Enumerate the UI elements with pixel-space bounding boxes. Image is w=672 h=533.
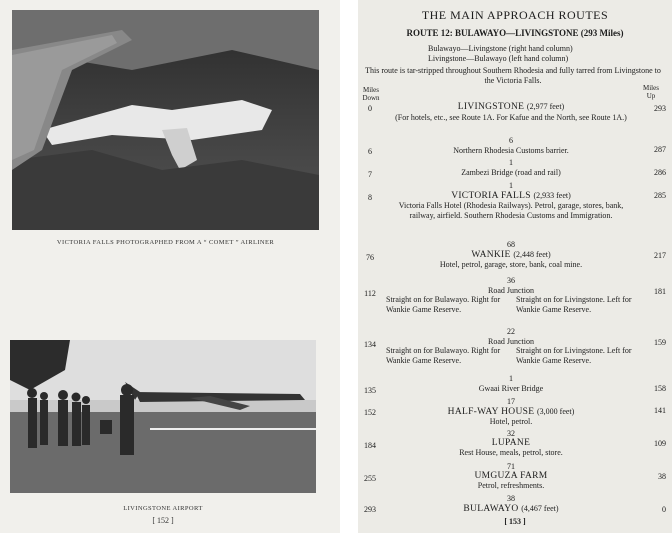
route-title: ROUTE 12: BULAWAYO—LIVINGSTONE (293 Miles) bbox=[406, 28, 624, 38]
miles-up: 159 bbox=[654, 338, 666, 347]
section-miles: 36 bbox=[507, 276, 515, 285]
stop-name: LIVINGSTONE (2,977 feet) bbox=[457, 102, 565, 112]
route-entry-bulawayo bbox=[386, 494, 636, 514]
section-miles: 32 bbox=[507, 429, 515, 438]
miles-up: 217 bbox=[654, 251, 666, 260]
livingstone-airport-photo bbox=[10, 340, 316, 493]
stop-detail: Hotel, petrol. bbox=[489, 417, 533, 426]
section-miles: 6 bbox=[509, 136, 513, 145]
direction-right-column: Bulawayo—Livingstone (right hand column) bbox=[428, 44, 573, 53]
route-entry-lupane bbox=[386, 429, 636, 458]
route-entry-wankie bbox=[386, 240, 636, 270]
stop-name: HALF-WAY HOUSE (3,000 feet) bbox=[447, 406, 575, 417]
stop-name: Road Junction bbox=[488, 336, 534, 346]
stop-name: UMGUZA FARM bbox=[474, 470, 548, 481]
route-entry-gwaai-river-bridge bbox=[386, 374, 636, 393]
miles-down: 293 bbox=[364, 505, 376, 514]
route-entry-zambezi-bridge bbox=[386, 158, 636, 177]
stop-name: Northern Rhodesia Customs barrier. bbox=[453, 145, 569, 155]
miles-up: 293 bbox=[654, 104, 666, 113]
stop-detail: Hotel, petrol, garage, store, bank, coal mine. bbox=[439, 260, 583, 269]
section-miles: 17 bbox=[507, 397, 515, 406]
miles-up: 38 bbox=[658, 472, 666, 481]
stop-detail: Victoria Falls Hotel (Rhodesia Railways). Petrol, garage, stores, bank, railway, airfield. Southern Rhodesia Customs and Immigration. bbox=[398, 201, 624, 220]
column-header-miles-up: Miles Up bbox=[643, 84, 659, 100]
stop-detail: Rest House, meals, petrol, store. bbox=[459, 448, 563, 457]
route-entry-livingstone bbox=[386, 102, 636, 122]
miles-down: 112 bbox=[364, 289, 376, 298]
junction-left-direction: Straight on for Bulawayo. Right for Wankie Game Reserve. bbox=[386, 346, 501, 365]
junction-directions bbox=[386, 346, 636, 365]
victoria-falls-aerial-photo bbox=[12, 10, 319, 230]
stop-name: Road Junction bbox=[488, 285, 534, 295]
column-header-miles-down: Miles Down bbox=[362, 86, 380, 102]
stop-detail: Petrol, refreshments. bbox=[477, 481, 545, 490]
section-miles: 1 bbox=[509, 158, 513, 167]
section-miles: 22 bbox=[507, 327, 515, 336]
direction-left-column: Livingstone—Bulawayo (left hand column) bbox=[428, 54, 569, 63]
photo1-caption: VICTORIA FALLS PHOTOGRAPHED FROM A “ COMET ” AIRLINER bbox=[56, 239, 275, 246]
stop-name: Gwaai River Bridge bbox=[478, 383, 544, 393]
photo2-caption: LIVINGSTONE AIRPORT bbox=[123, 505, 203, 512]
section-miles: 38 bbox=[507, 494, 515, 503]
stop-name: LUPANE bbox=[491, 437, 531, 448]
page-gutter bbox=[340, 0, 358, 533]
stop-name: BULAWAYO (4,467 feet) bbox=[463, 503, 559, 514]
route-entry-road-junction-2 bbox=[386, 327, 636, 365]
miles-down: 184 bbox=[364, 441, 376, 450]
miles-up: 0 bbox=[662, 505, 666, 514]
junction-left-direction: Straight on for Bulawayo. Right for Wankie Game Reserve. bbox=[386, 295, 501, 314]
miles-down: 76 bbox=[366, 253, 374, 262]
route-entry-half-way-house bbox=[386, 397, 636, 427]
route-entry-victoria-falls bbox=[386, 181, 636, 220]
miles-up: 181 bbox=[654, 287, 666, 296]
route-entry-umguza-farm bbox=[386, 462, 636, 491]
miles-up: 141 bbox=[654, 406, 666, 415]
left-page-number: [ 152 ] bbox=[152, 516, 174, 525]
stop-name: WANKIE (2,448 feet) bbox=[471, 249, 551, 260]
miles-down: 6 bbox=[368, 147, 372, 156]
miles-up: 285 bbox=[654, 191, 666, 200]
miles-down: 134 bbox=[364, 340, 376, 349]
section-miles: 1 bbox=[509, 181, 513, 190]
section-miles: 68 bbox=[507, 240, 515, 249]
route-intro: This route is tar-stripped throughout Southern Rhodesia and fully tarred from Livingstone to the Victoria Falls. bbox=[365, 66, 661, 85]
miles-up: 287 bbox=[654, 145, 666, 154]
miles-down: 0 bbox=[368, 104, 372, 113]
section-miles: 71 bbox=[507, 462, 515, 471]
miles-down: 135 bbox=[364, 386, 376, 395]
page-title: THE MAIN APPROACH ROUTES bbox=[421, 8, 609, 22]
section-miles: 1 bbox=[509, 374, 513, 383]
route-entry-customs-barrier bbox=[386, 136, 636, 155]
right-page-number: [ 153 ] bbox=[504, 517, 526, 526]
miles-down: 152 bbox=[364, 408, 376, 417]
miles-up: 286 bbox=[654, 168, 666, 177]
miles-down: 8 bbox=[368, 193, 372, 202]
right-page bbox=[358, 0, 672, 533]
miles-down: 255 bbox=[364, 474, 376, 483]
junction-directions bbox=[386, 295, 636, 314]
junction-right-direction: Straight on for Livingstone. Left for Wankie Game Reserve. bbox=[516, 346, 632, 365]
route-entry-road-junction-1 bbox=[386, 276, 636, 314]
miles-up: 109 bbox=[654, 439, 666, 448]
miles-down: 7 bbox=[368, 170, 372, 179]
stop-detail: (For hotels, etc., see Route 1A. For Kafue and the North, see Route 1A.) bbox=[395, 112, 627, 122]
miles-up: 158 bbox=[654, 384, 666, 393]
stop-name: VICTORIA FALLS (2,933 feet) bbox=[451, 190, 571, 201]
junction-right-direction: Straight on for Livingstone. Left for Wankie Game Reserve. bbox=[516, 295, 632, 314]
stop-name: Zambezi Bridge (road and rail) bbox=[461, 167, 561, 177]
